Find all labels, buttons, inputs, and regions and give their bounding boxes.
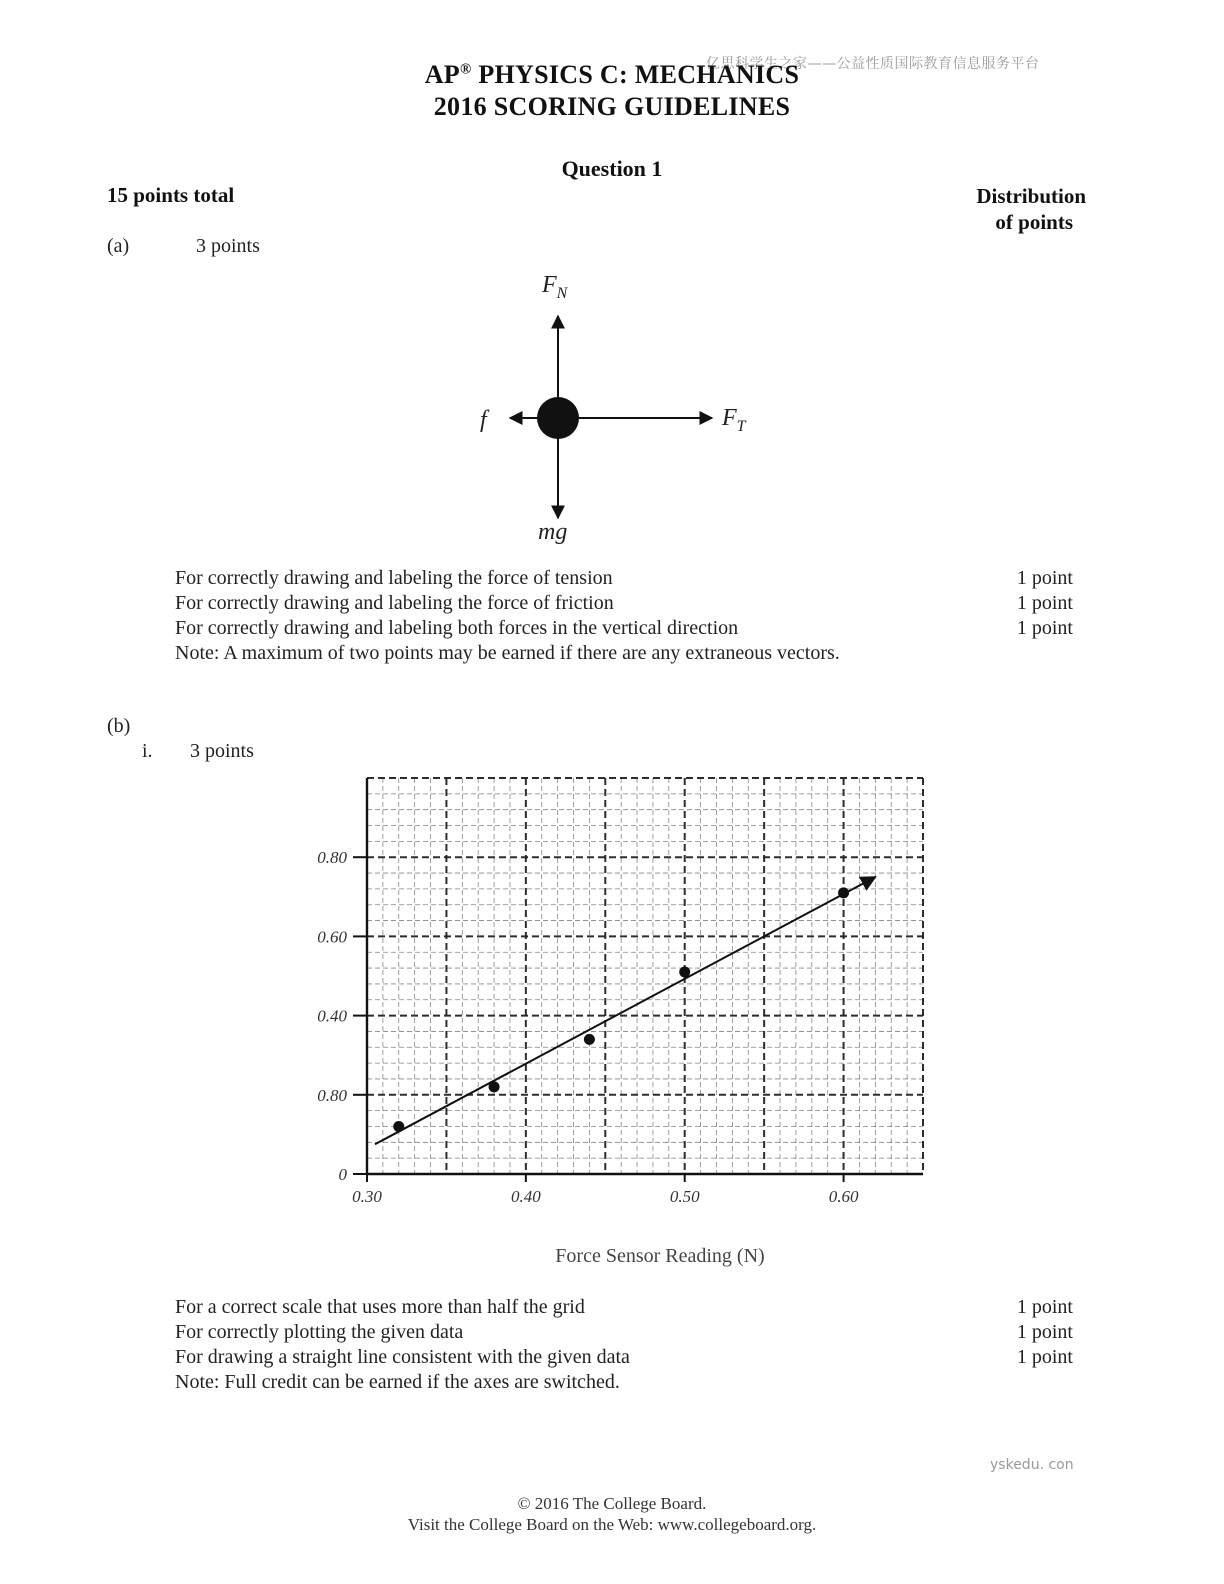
acceleration-vs-force-chart	[260, 768, 960, 1278]
data-point	[838, 887, 849, 898]
part-b-label: (b)	[107, 715, 131, 737]
distribution-heading	[930, 183, 1086, 235]
free-body-diagram	[470, 262, 770, 552]
points-total: 15 points total	[107, 183, 235, 207]
grid-minor	[367, 778, 923, 1174]
criterion-points: 1 point	[1016, 1296, 1073, 1318]
footer-visit: Visit the College Board on the Web: www.collegeboard.org.	[407, 1515, 817, 1534]
criterion-points: 1 point	[1016, 1346, 1073, 1368]
y-tick-label: 0.40	[317, 1006, 347, 1026]
distribution-line-2: of points	[995, 210, 1073, 234]
x-tick-label: 0.60	[828, 1187, 859, 1206]
x-axis-label: Force Sensor Reading (N)	[555, 1245, 765, 1267]
registered-mark: ®	[460, 61, 472, 78]
chart-axes	[367, 778, 923, 1174]
criterion-points: 1 point	[1016, 567, 1073, 589]
object-dot	[537, 397, 579, 439]
x-tick-label: 0.40	[510, 1187, 541, 1206]
criterion-text: For a correct scale that uses more than half the grid	[175, 1296, 585, 1318]
criterion-text: For correctly plotting the given data	[175, 1321, 464, 1343]
best-fit-line	[375, 877, 875, 1144]
criterion-row	[175, 1296, 1073, 1321]
watermark-top: 亿思科学生之家——公益性质国际教育信息服务平台	[706, 56, 1040, 72]
data-point	[393, 1121, 404, 1132]
label-friction: f	[480, 407, 487, 433]
label-weight: mg	[538, 519, 568, 545]
criterion-text: For correctly drawing and labeling the force of tension	[175, 567, 613, 589]
footer-copyright: © 2016 The College Board.	[517, 1494, 707, 1513]
criterion-points: 1 point	[1016, 617, 1073, 639]
criterion-row	[175, 617, 1073, 642]
grid-major	[367, 778, 923, 1174]
y-tick-label: 0.60	[317, 927, 347, 947]
x-tick-label: 0.30	[352, 1187, 382, 1206]
criterion-text: For correctly drawing and labeling both forces in the vertical direction	[175, 617, 739, 639]
criterion-row	[175, 567, 1073, 592]
criterion-row	[175, 1346, 1073, 1371]
data-point	[489, 1081, 500, 1092]
label-tension: $F_T$	[722, 405, 746, 435]
part-a-note: Note: A maximum of two points may be earned if there are any extraneous vectors.	[175, 642, 840, 664]
part-a-points: 3 points	[196, 235, 260, 257]
y-tick-label: 0.80	[317, 1085, 347, 1105]
criterion-row	[175, 1321, 1073, 1346]
criterion-text: For correctly drawing and labeling the force of friction	[175, 592, 614, 614]
data-point	[679, 967, 690, 978]
part-b-note: Note: Full credit can be earned if the axes are switched.	[175, 1371, 620, 1393]
label-normal-force: $F_N$	[542, 272, 568, 302]
question-title: Question 1	[561, 156, 663, 181]
criterion-row	[175, 592, 1073, 617]
part-a-label: (a)	[107, 235, 130, 257]
distribution-line-1: Distribution	[976, 184, 1086, 208]
x-tick-label: 0.50	[669, 1187, 700, 1206]
best-fit-line-group	[375, 877, 875, 1144]
data-point	[584, 1034, 595, 1045]
title-ap: AP	[424, 60, 460, 89]
criterion-points: 1 point	[1016, 1321, 1073, 1343]
part-b-points: 3 points	[190, 740, 254, 762]
title-subject: PHYSICS C: MECHANICS	[471, 60, 800, 89]
y-tick-label: 0.80	[317, 848, 347, 868]
page-title	[0, 60, 1224, 90]
criterion-points: 1 point	[1016, 592, 1073, 614]
part-b-sub-label: i.	[142, 740, 153, 762]
page-subtitle: 2016 SCORING GUIDELINES	[433, 92, 791, 121]
criterion-text: For drawing a straight line consistent with the given data	[175, 1346, 630, 1368]
watermark-bottom: yskedu. con	[990, 1457, 1074, 1473]
y-tick-label: 0	[338, 1165, 347, 1184]
